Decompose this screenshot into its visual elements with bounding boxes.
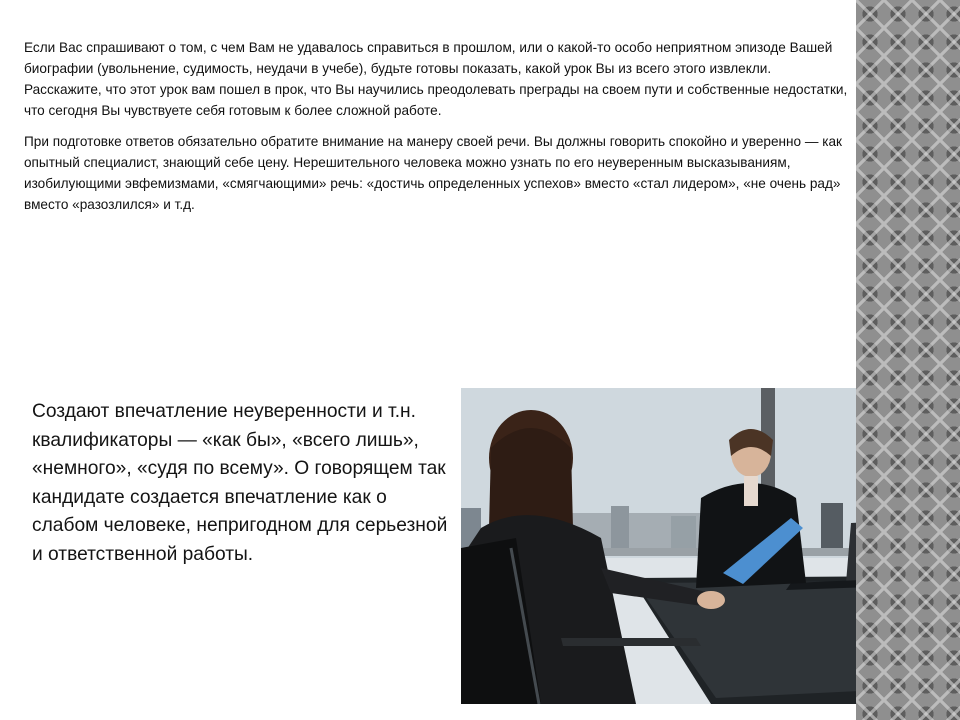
main-text-block (24, 37, 849, 225)
diamond-lattice-pattern (856, 0, 960, 720)
paragraph-1: Если Вас спрашивают о том, с чем Вам не удавалось справиться в прошлом, или о какой-то особо неприятном эпизоде Вашей биографии (увольнение, судимость, неудачи в учебе), будьте готовы показать, какой урок Вы из всего этого извлекли. Расскажите, что этот урок вам пошел в прок, что Вы научились преодолевать преграды на своем пути и собственные недостатки, что сегодня Вы чувствуете себя готовым к более сложной работе. (24, 40, 848, 118)
paragraph-2: При подготовке ответов обязательно обратите внимание на манеру своей речи. Вы должны говорить спокойно и уверенно — как опытный специалист, знающий себе цену. Нерешительного человека можно узнать по его неуверенным высказываниям, изобилующими эвфемизмами, «смягчающими» речь: «достичь определенных успехов» вместо «стал лидером», «не очень рад» вместо «разозлился» и т.д. (24, 134, 843, 212)
qualifiers-paragraph: Создают впечатление неуверенности и т.н. квалификаторы — «как бы», «всего лишь», «немного», «судя по всему». О говорящем так кандидате создается впечатление как о слабом человеке, непригодном для серьезной и ответственной работы. (32, 401, 448, 565)
